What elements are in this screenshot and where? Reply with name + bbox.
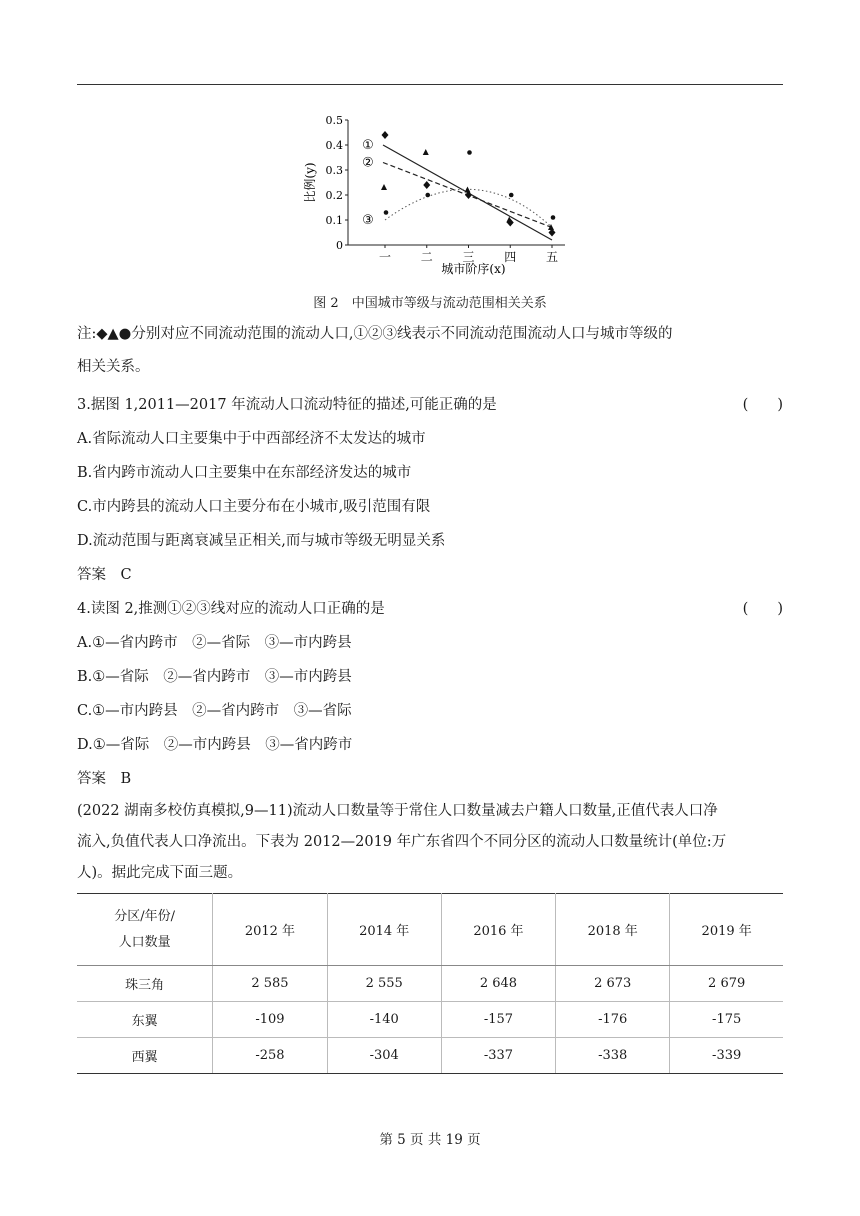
data-point-triangle <box>381 184 387 190</box>
figure-2-chart <box>290 108 580 278</box>
q4-answer: 答案 B <box>77 771 132 787</box>
chart-x-label: 城市阶序(x) <box>441 262 506 276</box>
chart-y-label: 比例(y) <box>303 162 317 203</box>
data-point-dot <box>425 193 430 198</box>
region-name: 珠三角 <box>77 966 213 1002</box>
intro-line-1: (2022 湖南多校仿真模拟,9—11)流动人口数量等于常住人口数量减去户籍人口数量,正值代表人口净 <box>77 803 718 819</box>
data-point-dot <box>384 210 389 215</box>
region-name: 西翼 <box>77 1038 213 1074</box>
year-header: 2018 年 <box>556 894 670 966</box>
table-cell: -157 <box>441 1002 555 1038</box>
q3-option-d: D.流动范围与距离衰减呈正相关,而与城市等级无明显关系 <box>77 533 446 549</box>
q3-stem: 3.据图 1,2011—2017 年流动人口流动特征的描述,可能正确的是 <box>77 397 497 413</box>
y-tick-label: 0.1 <box>325 214 343 227</box>
data-point-diamond <box>423 181 430 189</box>
header-line-1: 分区/年份/ <box>114 908 176 924</box>
figure-note <box>77 318 783 384</box>
x-tick-label: 三 <box>462 250 475 264</box>
chart-fit-lines <box>362 138 552 240</box>
table-cell: -109 <box>213 1002 327 1038</box>
q3-option-a: A.省际流动人口主要集中于中西部经济不太发达的城市 <box>77 431 426 447</box>
q3-option-c: C.市内跨县的流动人口主要分布在小城市,吸引范围有限 <box>77 499 431 515</box>
q3-answer: 答案 C <box>77 567 132 583</box>
table-header-row <box>77 894 783 966</box>
migration-table <box>77 893 783 1074</box>
table-cell: -304 <box>327 1038 441 1074</box>
region-name: 东翼 <box>77 1002 213 1038</box>
figure-caption: 图 2 中国城市等级与流动范围相关关系 <box>313 296 547 311</box>
y-tick-label: 0.2 <box>325 189 343 202</box>
y-tick-label: 0.3 <box>325 164 343 177</box>
table-corner-header <box>77 894 213 966</box>
table-cell: -176 <box>556 1002 670 1038</box>
x-tick-label: 五 <box>545 250 559 264</box>
table-row <box>77 1002 783 1038</box>
y-tick-label: 0.5 <box>325 114 343 127</box>
year-header: 2019 年 <box>670 894 783 966</box>
q4-option-a: A.①—省内跨市 ②—省际 ③—市内跨县 <box>77 635 352 651</box>
data-point-dot <box>467 150 472 155</box>
year-header: 2014 年 <box>327 894 441 966</box>
q4-answer-blank: ( ) <box>742 601 783 617</box>
chart-points <box>381 131 556 237</box>
fit-line-label: ① <box>362 138 374 153</box>
intro-line-2: 流入,负值代表人口净流出。下表为 2012—2019 年广东省四个不同分区的流动人口数量统计(单位:万 <box>77 834 727 850</box>
note-line-2: 相关关系。 <box>77 359 150 375</box>
table-cell: -338 <box>556 1038 670 1074</box>
q4-stem: 4.读图 2,推测①②③线对应的流动人口正确的是 <box>77 601 385 617</box>
header-line-2: 人口数量 <box>118 934 171 950</box>
x-tick-label: 二 <box>420 250 433 264</box>
fit-line-label: ③ <box>362 213 374 228</box>
x-tick-label: 一 <box>378 250 392 264</box>
table-cell: 2 679 <box>670 966 783 1002</box>
intro-line-3: 人)。据此完成下面三题。 <box>77 865 243 881</box>
chart-axes <box>348 120 565 245</box>
q4-option-c: C.①—市内跨县 ②—省内跨市 ③—省际 <box>77 703 352 719</box>
x-tick-label: 四 <box>504 250 517 264</box>
q3-option-b: B.省内跨市流动人口主要集中在东部经济发达的城市 <box>77 465 412 481</box>
table-cell: 2 555 <box>327 966 441 1002</box>
header-rule <box>77 84 783 85</box>
table-cell: -337 <box>441 1038 555 1074</box>
data-point-dot <box>509 193 514 198</box>
year-header: 2012 年 <box>213 894 327 966</box>
table-cell: -140 <box>327 1002 441 1038</box>
table-row <box>77 1038 783 1074</box>
table-cell: 2 585 <box>213 966 327 1002</box>
table-cell: 2 673 <box>556 966 670 1002</box>
data-point-triangle <box>423 149 429 155</box>
data-point-dot <box>551 215 556 220</box>
table-cell: -339 <box>670 1038 783 1074</box>
table-row <box>77 966 783 1002</box>
q3-answer-blank: ( ) <box>742 397 783 413</box>
q4-option-d: D.①—省际 ②—市内跨县 ③—省内跨市 <box>77 737 353 753</box>
y-tick-label: 0 <box>336 239 343 252</box>
table-cell: -258 <box>213 1038 327 1074</box>
y-tick-label: 0.4 <box>325 139 343 152</box>
note-line-1: 注:◆▲●分别对应不同流动范围的流动人口,①②③线表示不同流动范围流动人口与城市等级的 <box>77 326 673 342</box>
fit-line-label: ② <box>362 155 374 171</box>
q4-option-b: B.①—省际 ②—省内跨市 ③—市内跨县 <box>77 669 352 685</box>
page-footer: 第 5 页 共 19 页 <box>379 1132 481 1148</box>
table-cell: -175 <box>670 1002 783 1038</box>
chart-ticks <box>326 114 559 264</box>
table-cell: 2 648 <box>441 966 555 1002</box>
data-point-triangle <box>465 187 471 193</box>
data-point-diamond <box>382 131 389 139</box>
year-header: 2016 年 <box>441 894 555 966</box>
